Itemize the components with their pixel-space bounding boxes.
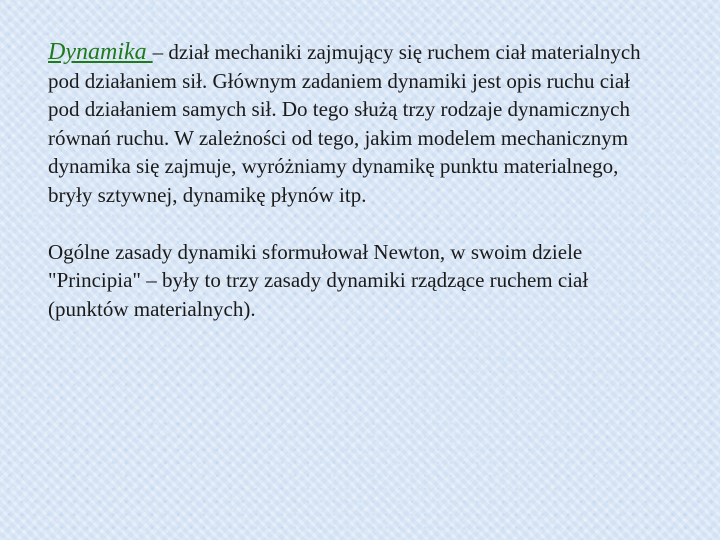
definition-text: – dział mechaniki zajmujący się ruchem ciał materialnych pod działaniem sił. Głównym zadaniem dynamiki jest opis ruchu ciał pod działaniem samych sił. Do tego służą trzy rodzaje dynamicznych równań ruchu. W zależności od tego, jakim modelem mechanicznym dynamika się zajmuje, wyróżniamy dynamikę punktu materialnego, bryły sztywnej, dynamikę płynów itp. xyxy=(48,40,641,207)
definition-paragraph xyxy=(48,38,658,210)
slide-content xyxy=(48,38,658,323)
term-dynamika: Dynamika xyxy=(48,39,153,65)
newton-paragraph: Ogólne zasady dynamiki sformułował Newton, w swoim dziele "Principia" – były to trzy zasady dynamiki rządzące ruchem ciał (punktów materialnych). xyxy=(48,239,589,321)
